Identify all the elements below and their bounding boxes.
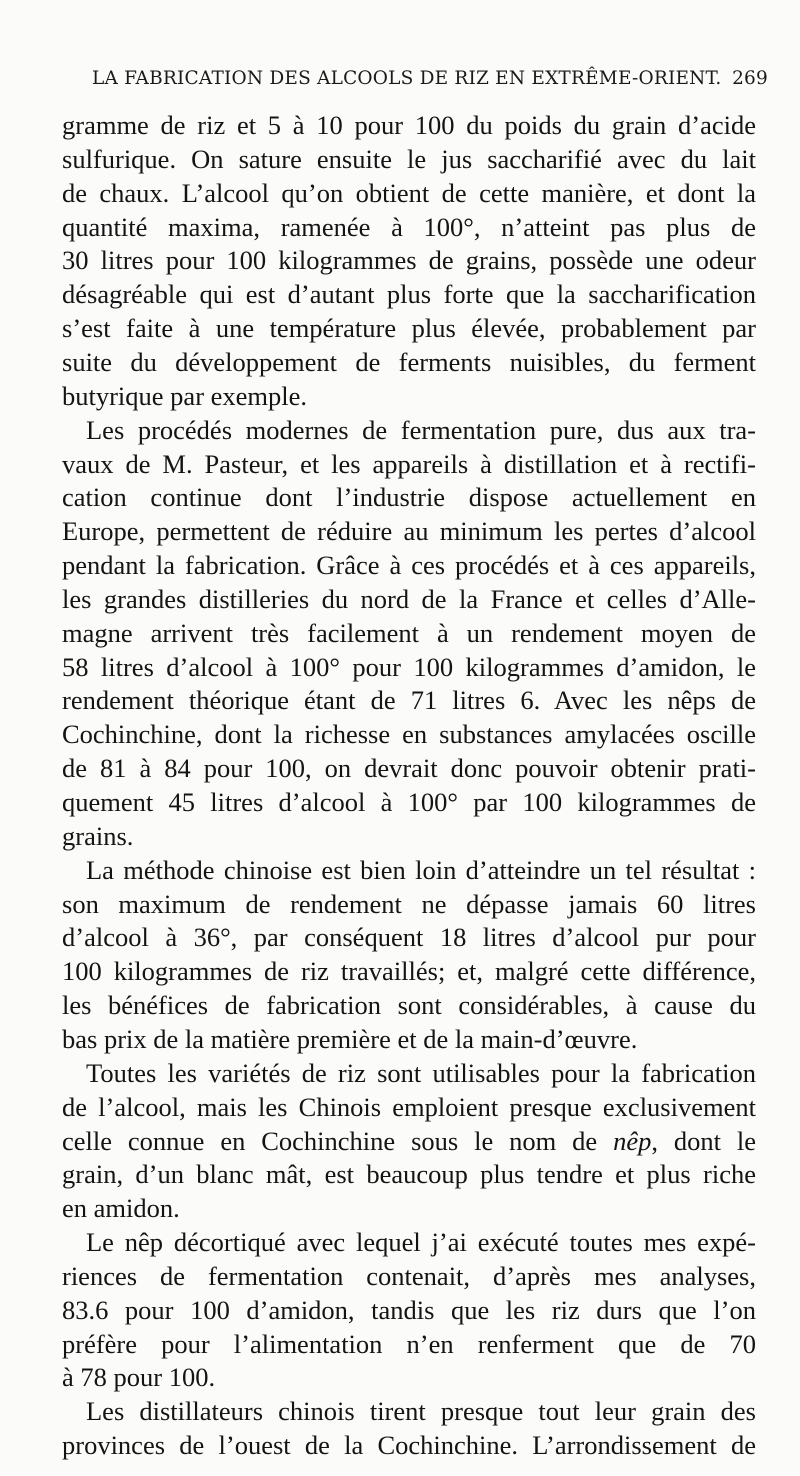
text-line: bas prix de la matière première et de la main-d’œuvre. <box>62 1023 638 1054</box>
text-line: celle connue en Cochinchine sous le nom de nêp, dont le <box>62 1125 757 1156</box>
text-line: provinces de l’ouest de la Cochinchine. L’arrondissement de <box>62 1430 756 1461</box>
page-number: 269 <box>732 68 768 89</box>
text-line: en amidon. <box>62 1193 180 1224</box>
text-line: de 81 à 84 pour 100, on devrait donc pouvoir obtenir prati- <box>62 753 756 784</box>
running-head-title: LA FABRICATION DES ALCOOLS DE RIZ EN EXTRÊME-ORIENT. <box>92 68 722 89</box>
text-line: grain, d’un blanc mât, est beaucoup plus tendre et plus riche <box>62 1159 756 1190</box>
text-line: La méthode chinoise est bien loin d’atteindre un tel résultat : <box>86 854 756 885</box>
text-line: préfère pour l’alimentation n’en renferment que de 70 <box>62 1328 756 1359</box>
text-line: pendant la fabrication. Grâce à ces procédés et à ces appareils, <box>62 550 756 581</box>
text-line: les grandes distilleries du nord de la France et celles d’Alle- <box>62 583 756 614</box>
text-line: cation continue dont l’industrie dispose actuellement en <box>62 482 756 513</box>
text-line: suite du développement de ferments nuisibles, du ferment <box>62 346 756 377</box>
text-line: Europe, permettent de réduire au minimum les pertes d’alcool <box>62 516 756 547</box>
text-line: de chaux. L’alcool qu’on obtient de cette manière, et dont la <box>62 177 756 208</box>
text-line: s’est faite à une température plus élevée, probablement par <box>62 313 756 344</box>
text-line: sulfurique. On sature ensuite le jus saccharifié avec du lait <box>62 143 756 174</box>
text-line: 83.6 pour 100 d’amidon, tandis que les riz durs que l’on <box>62 1294 756 1325</box>
text-line: riences de fermentation contenait, d’après mes analyses, <box>62 1260 756 1291</box>
text-line: magne arrivent très facilement à un rendement moyen de <box>62 617 756 648</box>
italic-term: nêp <box>613 1125 652 1156</box>
text-line: Toutes les variétés de riz sont utilisables pour la fabrication <box>86 1057 756 1088</box>
text-line: désagréable qui est d’autant plus forte que la saccharification <box>62 279 756 310</box>
text-line: quement 45 litres d’alcool à 100° par 100 kilogrammes de <box>62 787 756 817</box>
text-line: d’alcool à 36°, par conséquent 18 litres d’alcool pur pour <box>62 922 756 953</box>
text-line: 100 kilogrammes de riz travaillés; et, malgré cette différence, <box>62 956 756 987</box>
text-line: Cochinchine, dont la richesse en substances amylacées oscille <box>62 719 756 750</box>
text-line: quantité maxima, ramenée à 100°, n’atteint pas plus de <box>62 211 756 242</box>
text-line: son maximum de rendement ne dépasse jamais 60 litres <box>62 888 756 919</box>
text-line: Les procédés modernes de fermentation pure, dus aux tra- <box>86 414 756 445</box>
text-line: gramme de riz et 5 à 10 pour 100 du poids du grain d’acide <box>62 110 756 140</box>
text-line: vaux de M. Pasteur, et les appareils à distillation et à rectifi- <box>62 448 756 479</box>
text-line: de l’alcool, mais les Chinois emploient presque exclusivement <box>62 1091 756 1122</box>
text-line: 58 litres d’alcool à 100° pour 100 kilogrammes d’amidon, le <box>62 651 756 682</box>
text-line: Les distillateurs chinois tirent presque tout leur grain des <box>86 1396 756 1427</box>
text-line: grains. <box>62 820 134 851</box>
text-line: rendement théorique étant de 71 litres 6. Avec les nêps de <box>62 685 756 716</box>
text-line: butyrique par exemple. <box>62 380 308 411</box>
text-line: à 78 pour 100. <box>62 1362 216 1393</box>
text-line: Le nêp décortiqué avec lequel j’ai exécuté toutes mes expé- <box>86 1227 756 1258</box>
text-line: 30 litres pour 100 kilogrammes de grains, possède une odeur <box>62 245 756 276</box>
text-line: les bénéfices de fabrication sont considérables, à cause du <box>62 990 756 1021</box>
